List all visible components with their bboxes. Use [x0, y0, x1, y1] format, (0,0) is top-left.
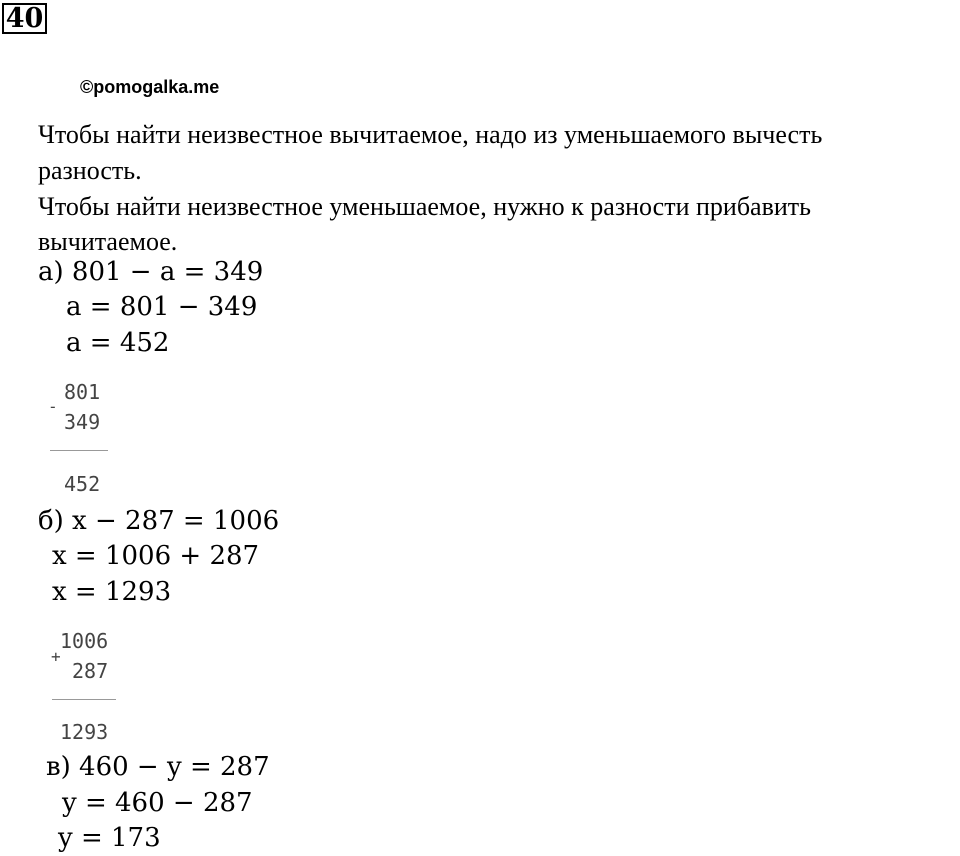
problem-number: 40 — [2, 3, 47, 34]
part-c-step-1: y = 460 − 287 — [62, 788, 253, 818]
part-b-plus-sign: + — [51, 647, 61, 666]
part-c-equation: в) 460 − y = 287 — [46, 752, 270, 782]
rule-line-3: Чтобы найти неизвестное уменьшаемое, нужно к разности прибавить — [38, 192, 811, 221]
part-a-equation: а) 801 − a = 349 — [38, 257, 264, 287]
part-b-addend-2: 287 — [72, 659, 109, 683]
part-a-minus-sign: - — [48, 397, 58, 416]
part-b-step-2: x = 1293 — [52, 577, 172, 607]
part-b-result-line — [52, 699, 116, 700]
part-a-step-1: a = 801 − 349 — [66, 292, 258, 322]
part-c-step-2: y = 173 — [58, 823, 161, 853]
part-a-minuend: 801 — [64, 380, 101, 404]
part-a-result: 452 — [64, 472, 101, 496]
part-b-result: 1293 — [60, 720, 109, 744]
part-b-step-1: x = 1006 + 287 — [52, 541, 260, 571]
part-a-step-2: a = 452 — [66, 328, 170, 358]
part-a-result-line — [50, 450, 108, 451]
rule-line-4: вычитаемое. — [38, 227, 178, 256]
part-b-addend-1: 1006 — [60, 629, 109, 653]
watermark: ©pomogalka.me — [80, 77, 220, 97]
rule-line-1: Чтобы найти неизвестное вычитаемое, надо из уменьшаемого вычесть — [38, 120, 823, 149]
rule-line-2: разность. — [38, 156, 142, 185]
part-a-subtrahend: 349 — [64, 410, 101, 434]
part-b-equation: б) x − 287 = 1006 — [38, 506, 280, 536]
